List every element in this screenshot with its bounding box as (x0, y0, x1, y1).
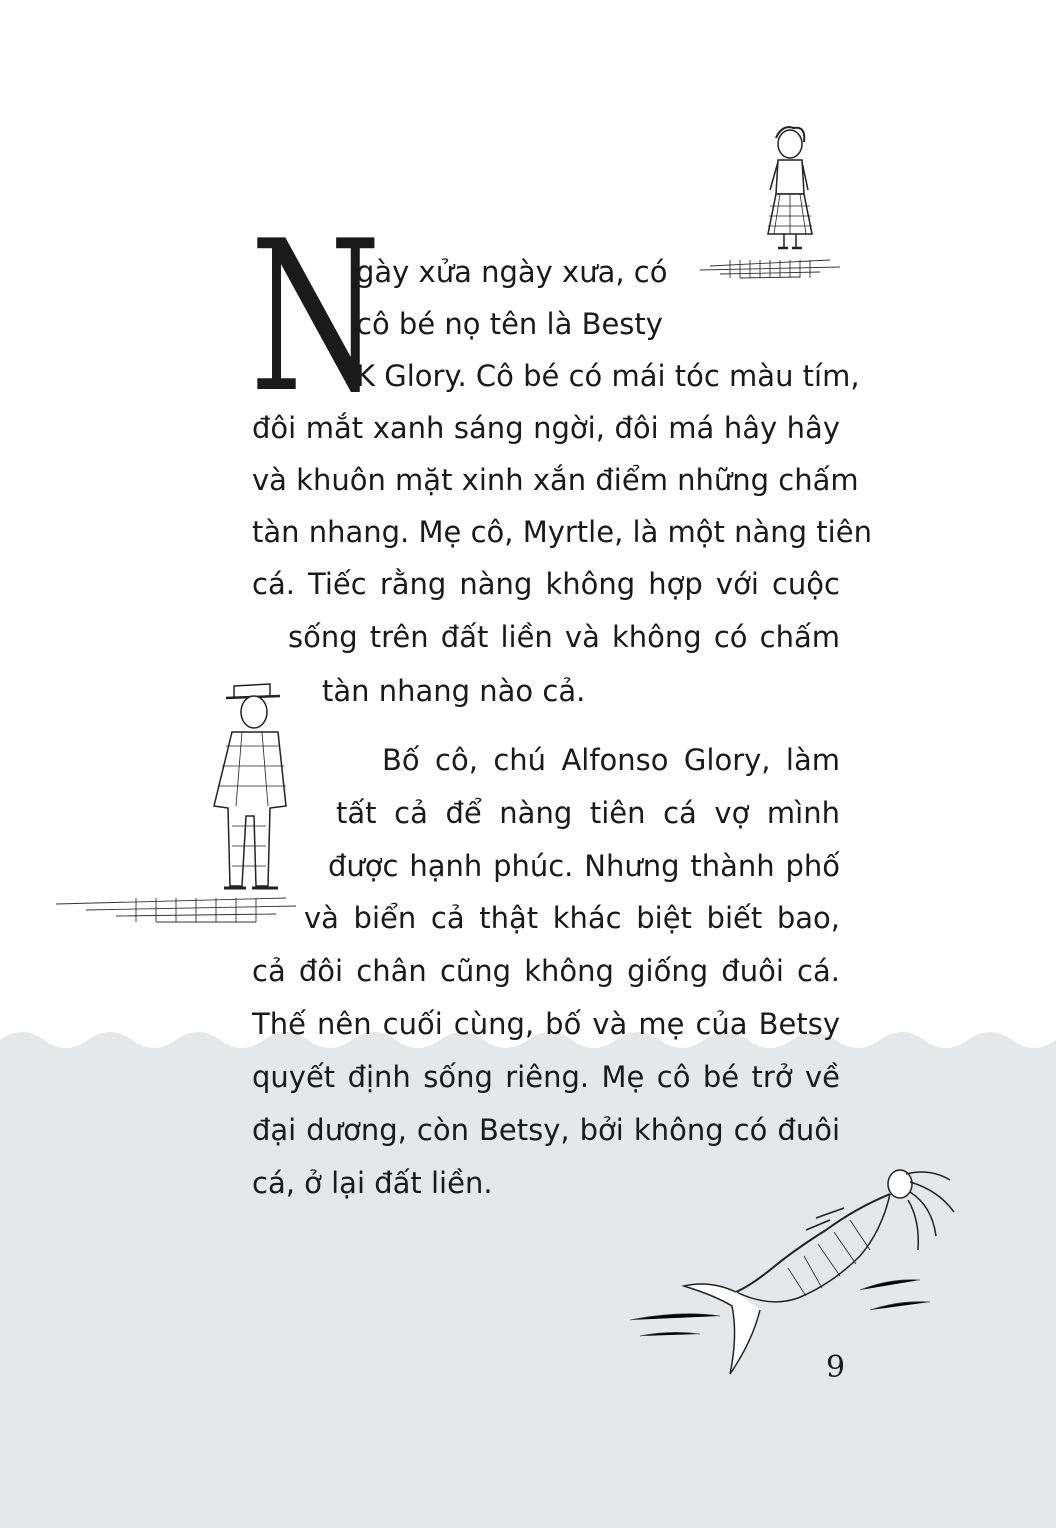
mermaid-illustration (620, 1160, 970, 1400)
story-line: K Glory. Cô bé có mái tóc màu tím, (356, 359, 860, 393)
story-line: Bố cô, chú Alfonso Glory, làm (382, 743, 840, 777)
story-line: tất cả để nàng tiên cá vợ mình (336, 796, 840, 830)
story-line: cá. Tiếc rằng nàng không hợp với cuộc (252, 567, 840, 601)
story-line: Thế nên cuối cùng, bố và mẹ của Betsy (252, 1007, 840, 1041)
drop-cap: N (250, 197, 382, 439)
story-line: tàn nhang nào cả. (322, 674, 586, 708)
story-line: đại dương, còn Betsy, bởi không có đuôi (252, 1113, 840, 1147)
story-line: gày xửa ngày xưa, có (356, 255, 668, 289)
story-line: và khuôn mặt xinh xắn điểm những chấm (252, 463, 859, 497)
story-line: đôi mắt xanh sáng ngời, đôi má hây hây (252, 411, 840, 445)
page-number: 9 (826, 1350, 846, 1385)
girl-illustration (690, 120, 850, 280)
story-line: cá, ở lại đất liền. (252, 1166, 493, 1200)
story-line: cô bé nọ tên là Besty (356, 307, 663, 341)
story-line: được hạnh phúc. Nhưng thành phố (328, 849, 840, 883)
story-line: và biển cả thật khác biệt biết bao, (304, 901, 840, 935)
man-in-hat-illustration (56, 676, 306, 946)
story-line: tàn nhang. Mẹ cô, Myrtle, là một nàng tiên (252, 515, 872, 549)
story-line: sống trên đất liền và không có chấm (288, 620, 840, 654)
story-line: quyết định sống riêng. Mẹ cô bé trở về (252, 1060, 840, 1094)
story-line: cả đôi chân cũng không giống đuôi cá. (252, 954, 840, 988)
